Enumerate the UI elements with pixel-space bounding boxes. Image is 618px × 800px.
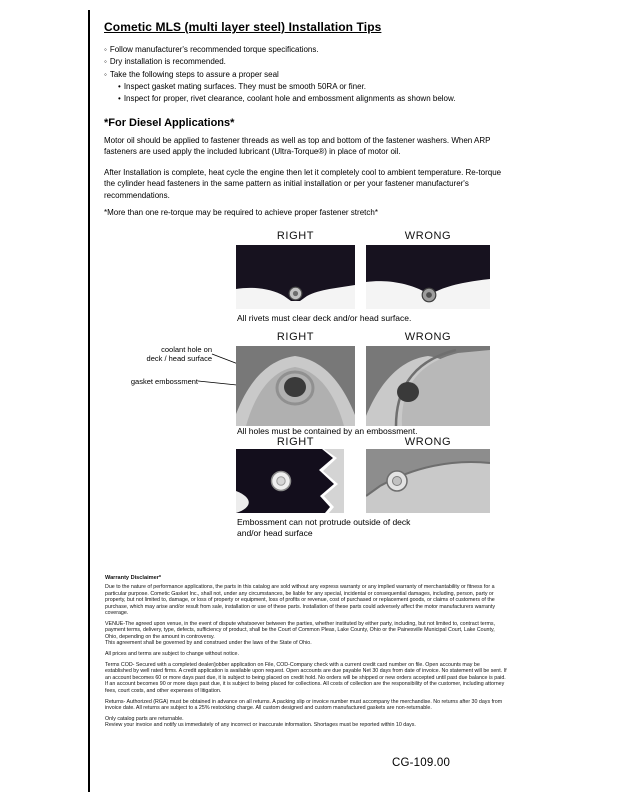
list-sub-item [104, 81, 594, 93]
embossment-wrong-diagram [366, 346, 490, 426]
list-item-text: • Inspect gasket mating surfaces. They must be smooth 50RA or finer. [123, 81, 367, 91]
warranty-paragraph-prices: All prices and terms are subject to change without notice. [105, 651, 239, 658]
warranty-paragraph-venue: VENUE-The agreed upon venue, in the event of dispute whatsoever between the parties, whether instituted by either party, including, but not limited to, contract terms, payment terms, delivery, type, defects, sufficiency of product, shall be the Court of Common Pleas, Lake County, Ohio or the Painesville Municipal Court, Lake County, Ohio, depending on the amount in controversy. [105, 620, 496, 640]
list-item [104, 44, 594, 56]
protrusion-wrong-diagram [366, 449, 490, 513]
list-item-text: ◦ Dry installation is recommended. [109, 57, 226, 67]
diesel-paragraph-1: Motor oil should be applied to fastener threads as well as top and bottom of the fastener washers. When ARP fasteners are used apply the included lubricant (Ultra-Torque®) in place of motor oil. [104, 136, 491, 157]
list-sub-item [104, 93, 594, 105]
warranty-disclaimer-section [105, 575, 507, 729]
row3-caption-line1: Embossment can not protrude outside of deck [237, 517, 411, 527]
warranty-heading: Warranty Disclaimer* [105, 575, 162, 581]
warranty-paragraph-review: Review your invoice and notify us immediately of any incorrect or inaccurate information. Shortages must be reported within 10 days. [105, 722, 416, 729]
page-code: CG-109.00 [392, 757, 451, 769]
gasket-embossment-label: gasket embossment [130, 377, 198, 386]
row1-caption: All rivets must clear deck and/or head surface. [237, 313, 412, 323]
row3-caption [237, 517, 410, 538]
rivet-clearance-right-diagram [236, 245, 355, 309]
row2-caption: All holes must be contained by an embossment. [237, 426, 418, 436]
list-item [104, 56, 594, 68]
row3-caption-line2: and/or head surface [237, 527, 313, 538]
retorque-note: *More than one re-torque may be required to achieve proper fastener stretch* [104, 208, 378, 217]
warranty-paragraph-terms: Terms COD- Secured with a completed dealer/jobber application on File, COD-Company check with a current credit card number on file. Open accounts may be established by well rated firms. A credit application is available upon request. Open accounts are due payable Net 30 days from date of invoice. No statement will be sent. If an account becomes 60 or more days past due, it is subject to being placed on credit hold. No orders will be shipped or new orders accepted until past due balance is paid. If an account becomes 90 or more days past due, it is subject to being placed for collections. All costs of collection are the responsibility of the customer, including attorney fees, court costs, and other expenses of litigation. [105, 661, 507, 694]
wrong-label-row3: WRONG [404, 436, 452, 448]
list-item-text: ◦ Follow manufacturer's recommended torque specifications. [109, 45, 319, 54]
warranty-paragraph-agreement: This agreement shall be governed by and construed under the laws of the State of Ohio. [105, 640, 312, 647]
coolant-hole-label-line2: deck / head surface [146, 354, 212, 364]
warranty-paragraph-returns: Returns- Authorized (RGA) must be obtained in advance on all returns. A packing slip or invoice number must accompany the merchandise. No returns after 30 days from invoice date. All returns are subject to a 25% restocking charge. All custom designed and custom manufactured gaskets are non-returnable. [105, 698, 503, 711]
diesel-applications-heading: *For Diesel Applications* [104, 117, 235, 129]
tips-list [104, 44, 594, 105]
coolant-hole-label [128, 345, 212, 363]
right-label-row3: RIGHT [276, 436, 315, 448]
embossment-right-diagram [236, 346, 355, 426]
right-label-row1: RIGHT [276, 230, 315, 242]
list-item [104, 69, 594, 81]
right-label-row2: RIGHT [276, 331, 315, 343]
page-title: Cometic MLS (multi layer steel) Installation Tips [104, 20, 382, 34]
diesel-paragraph-2: After Installation is complete, heat cycle the engine then let it completely cool to ambient temperature. Re-torque the cylinder head fasteners in the same pattern as initial installation or per your fastener manufacturer's recommendations. [104, 168, 502, 200]
left-border-rule [88, 10, 90, 792]
protrusion-right-diagram [236, 449, 355, 513]
warranty-paragraph-catalog: Only catalog parts are returnable. [105, 715, 184, 722]
wrong-label-row2: WRONG [404, 331, 452, 343]
list-item-text: • Inspect for proper, rivet clearance, coolant hole and embossment alignments as shown below. [123, 94, 456, 104]
wrong-label-row1: WRONG [404, 230, 452, 242]
coolant-hole-label-line1: coolant hole on [161, 345, 212, 354]
rivet-clearance-wrong-diagram [366, 245, 490, 309]
list-item-text: ◦ Take the following steps to assure a proper seal [109, 69, 279, 79]
warranty-paragraph: Due to the nature of performance applications, the parts in this catalog are sold without any express warranty or any implied warranty of merchantability or fitness for a particular purpose. Cometic Gasket Inc., shall not, under any circumstances, be liable for any special, incidental or consequential damages, including, person, party or property, but not limited to, damage, or loss of property or equipment, loss of profits or revenue, cost of purchased or replacement goods, or claims of customers of the purchase, which may arise and/or result from sale, installation or use of these parts. Installation of these parts could adversely affect the motor manufacturers warranty coverage. [105, 584, 496, 617]
